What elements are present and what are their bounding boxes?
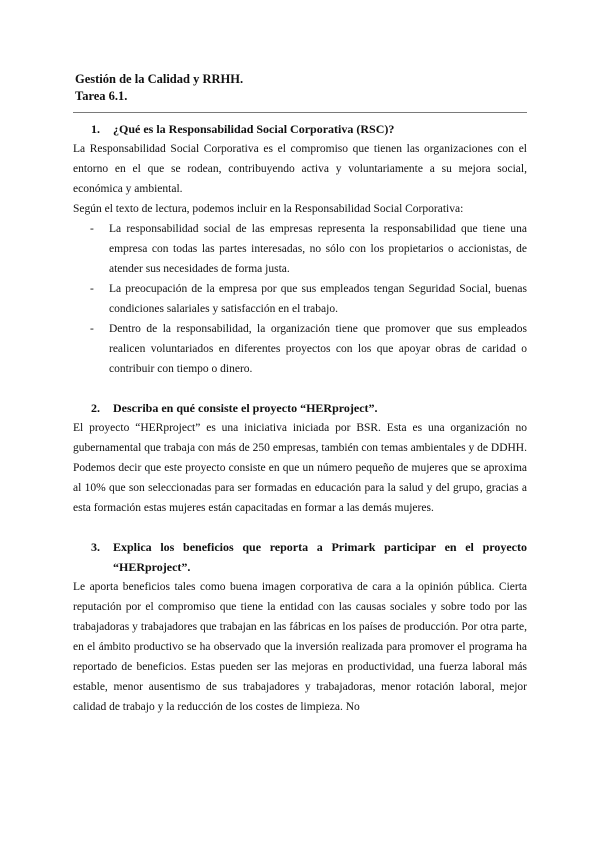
- section-1-bullet-list: [73, 219, 527, 379]
- bullet-text: La responsabilidad social de las empresas representa la responsabilidad que tiene una empresa con todas las partes interesadas, no sólo con los propietarios o accionistas, de atender sus necesidades de forma justa.: [109, 223, 527, 275]
- section-1-heading: [91, 119, 527, 139]
- section-1-paragraph: La Responsabilidad Social Corporativa es el compromiso que tienen las organizaciones con el entorno en el que se rodean, contribuyendo activa y voluntariamente a su mejora social, económica y ambiental.: [73, 143, 527, 195]
- list-item: - La responsabilidad social de las empresas representa la responsabilidad que tiene una empresa con todas las partes interesadas, no sólo con los propietarios o accionistas, de atender sus necesidades de forma justa.: [73, 219, 527, 279]
- bullet-text: Dentro de la responsabilidad, la organización tiene que promover que sus empleados realicen voluntariados en diferentes proyectos con los que apoyar obras de caridad o contribuir con tiempo o dinero.: [109, 323, 527, 375]
- section-2-heading: [91, 398, 527, 418]
- list-item: - Dentro de la responsabilidad, la organización tiene que promover que sus empleados realicen voluntariados en diferentes proyectos con los que apoyar obras de caridad o contribuir con tiempo o dinero.: [73, 319, 527, 379]
- course-title: Gestión de la Calidad y RRHH.: [75, 72, 244, 86]
- section-3-paragraph: Le aporta beneficios tales como buena imagen corporativa de cara a la opinión pública. Cierta reputación por el compromiso que tiene la entidad con las causas sociales y sobre todo por las trabajadoras y trabajadores que trabajan en las fábricas en los países de producción. Por otra parte, en el ámbito productivo se ha observado que la inversión realizada para promover el programa ha reportado de beneficios. Estas pueden ser las mejoras en productividad, una fuerza laboral más estable, menor ausentismo de sus trabajadores y trabajadoras, menor rotación laboral, mejor calidad de trabajo y la reducción de los costes de limpieza. No: [73, 581, 527, 713]
- section-1-paragraph: Según el texto de lectura, podemos incluir en la Responsabilidad Social Corporativa:: [73, 203, 464, 215]
- section-3-question: Explica los beneficios que reporta a Primark participar en el proyecto “HERproject”.: [113, 540, 527, 574]
- section-3-heading: [91, 537, 527, 577]
- section-1-number: 1.: [91, 122, 100, 136]
- header-divider: [73, 112, 527, 113]
- section-3-number: 3.: [91, 540, 100, 554]
- bullet-text: La preocupación de la empresa por que sus empleados tengan Seguridad Social, buenas condiciones salariales y satisfacción en el trabajo.: [109, 283, 527, 315]
- document-body: [73, 117, 527, 717]
- section-2-paragraph: El proyecto “HERproject” es una iniciativa iniciada por BSR. Esta es una organización no gubernamental que trabaja con más de 250 empresas, también con temas ambientales y de DDHH. Podemos decir que este proyecto consiste en que un número pequeño de mujeres que se aproxima al 10% que son seleccionadas para ser formadas en educación para la salud y del grupo, gracias a esta formación estas mujeres están capacitadas en formar a las demás mujeres.: [73, 422, 527, 514]
- list-item: - La preocupación de la empresa por que sus empleados tengan Seguridad Social, buenas condiciones salariales y satisfacción en el trabajo.: [73, 279, 527, 319]
- task-title: Tarea 6.1.: [75, 89, 128, 103]
- section-1-question: ¿Qué es la Responsabilidad Social Corporativa (RSC)?: [113, 122, 395, 136]
- section-2-number: 2.: [91, 401, 100, 415]
- document-header: [75, 71, 525, 105]
- section-2-question: Describa en qué consiste el proyecto “HERproject”.: [113, 401, 378, 415]
